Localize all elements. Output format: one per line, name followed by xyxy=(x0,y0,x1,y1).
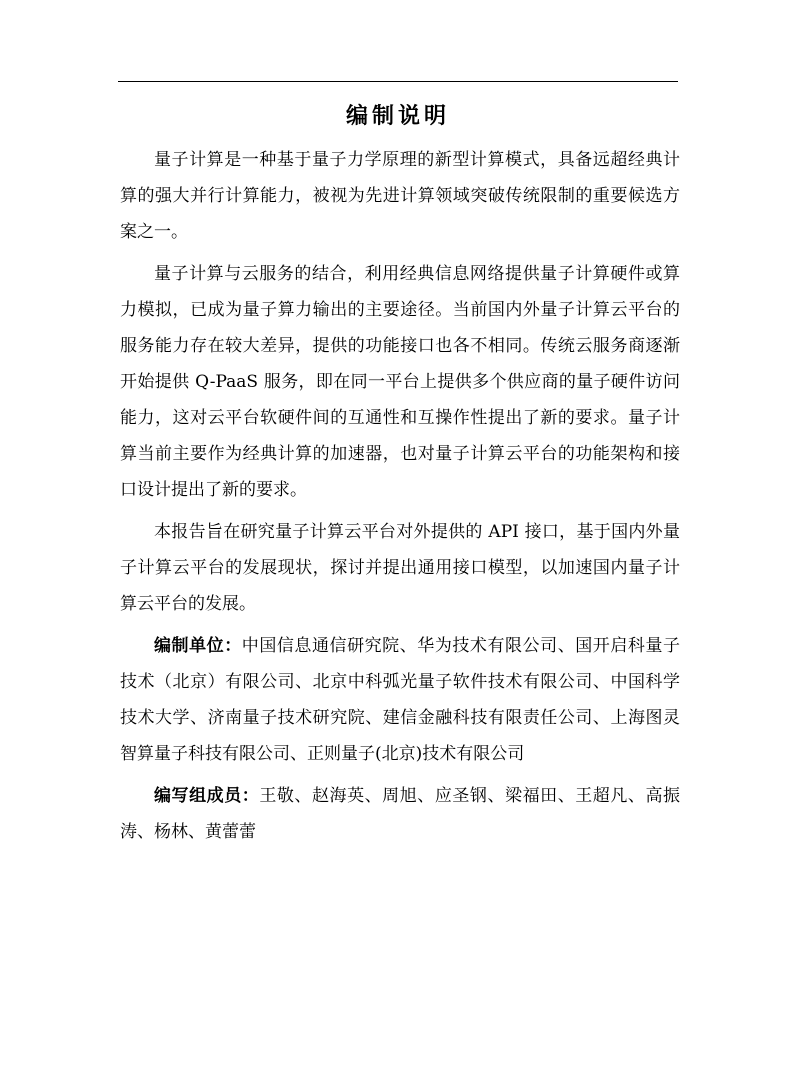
compiling-units-text: 中国信息通信研究院、华为技术有限公司、国开启科量子技术（北京）有限公司、北京中科弧光量子软件技术有限公司、中国科学技术大学、济南量子技术研究院、建信金融科技有限责任公司、上海图灵智算量子科技有限公司、正则量子(北京)技术有限公司 xyxy=(120,636,681,764)
compiling-units-paragraph xyxy=(120,628,680,772)
compiling-units-label: 编制单位： xyxy=(154,636,242,656)
authors-paragraph xyxy=(120,778,680,850)
intro-paragraph: 量子计算是一种基于量子力学原理的新型计算模式，具备远超经典计算的强大并行计算能力，被视为先进计算领域突破传统限制的重要候选方案之一。 xyxy=(120,150,680,242)
purpose-paragraph: 本报告旨在研究量子计算云平台对外提供的 API 接口，基于国内外量子计算云平台的发展现状，探讨并提出通用接口模型，以加速国内量子计算云平台的发展。 xyxy=(120,522,680,614)
document-body xyxy=(120,142,680,856)
authors-label: 编写组成员： xyxy=(154,786,260,806)
background-paragraph: 量子计算与云服务的结合，利用经典信息网络提供量子计算硬件或算力模拟，已成为量子算力输出的主要途径。当前国内外量子计算云平台的服务能力存在较大差异，提供的功能接口也各不相同。传统云服务商逐渐开始提供 Q-PaaS 服务，即在同一平台上提供多个供应商的量子硬件访问能力，这对云平台软硬件间的互通性和互操作性提出了新的要求。量子计算当前主要作为经典计算的加速器，也对量子计算云平台的功能架构和接口设计提出了新的要求。 xyxy=(120,264,680,500)
authors-text: 王敬、赵海英、周旭、应圣钢、梁福田、王超凡、高振涛、杨林、黄蕾蕾 xyxy=(120,786,681,842)
header-rule xyxy=(118,81,678,82)
page-title: 编制说明 xyxy=(345,103,450,129)
